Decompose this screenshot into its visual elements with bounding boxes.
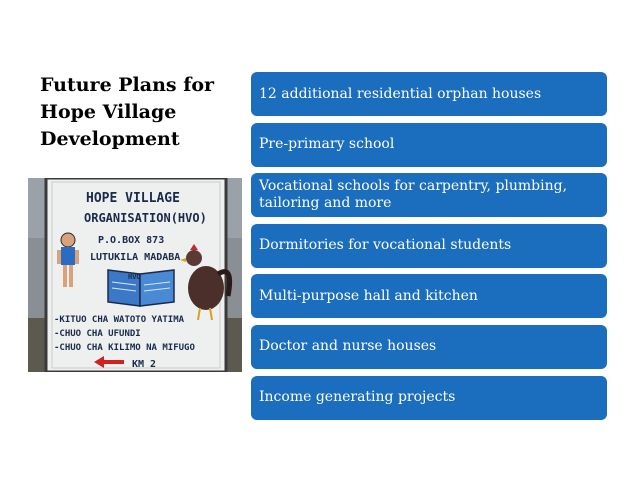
plan-item-4: Dormitories for vocational students <box>251 224 607 268</box>
slide-title <box>40 72 240 153</box>
plan-item-2: Pre-primary school <box>251 123 607 167</box>
sign-line-5: -KITUO CHA WATOTO YATIMA <box>54 315 185 325</box>
sign-line-3: P.O.BOX 873 <box>98 235 165 246</box>
book-icon <box>108 270 174 306</box>
sign-line-6: -CHUO CHA UFUNDI <box>54 329 141 339</box>
title-line-2: Hope Village <box>40 101 177 123</box>
sign-line-8: KM 2 <box>132 359 157 370</box>
plan-item-1: 12 additional residential orphan houses <box>251 72 607 116</box>
book-label: HVO <box>128 273 141 281</box>
plan-item-3: Vocational schools for carpentry, plumbing, tailoring and more <box>251 173 607 217</box>
plans-list <box>251 72 607 426</box>
sign-photo <box>28 178 242 372</box>
title-line-3: Development <box>40 128 180 150</box>
plan-item-7: Income generating projects <box>251 376 607 420</box>
plan-item-6: Doctor and nurse houses <box>251 325 607 369</box>
plan-item-5: Multi-purpose hall and kitchen <box>251 274 607 318</box>
sign-line-4: LUTUKILA MADABA <box>90 252 181 263</box>
title-line-1: Future Plans for <box>40 74 215 96</box>
sign-illustration <box>28 178 242 372</box>
sign-line-1: HOPE VILLAGE <box>86 191 180 206</box>
sign-line-2: ORGANISATION(HVO) <box>84 211 207 225</box>
sign-line-7: -CHUO CHA KILIMO NA MIFUGO <box>54 343 195 353</box>
